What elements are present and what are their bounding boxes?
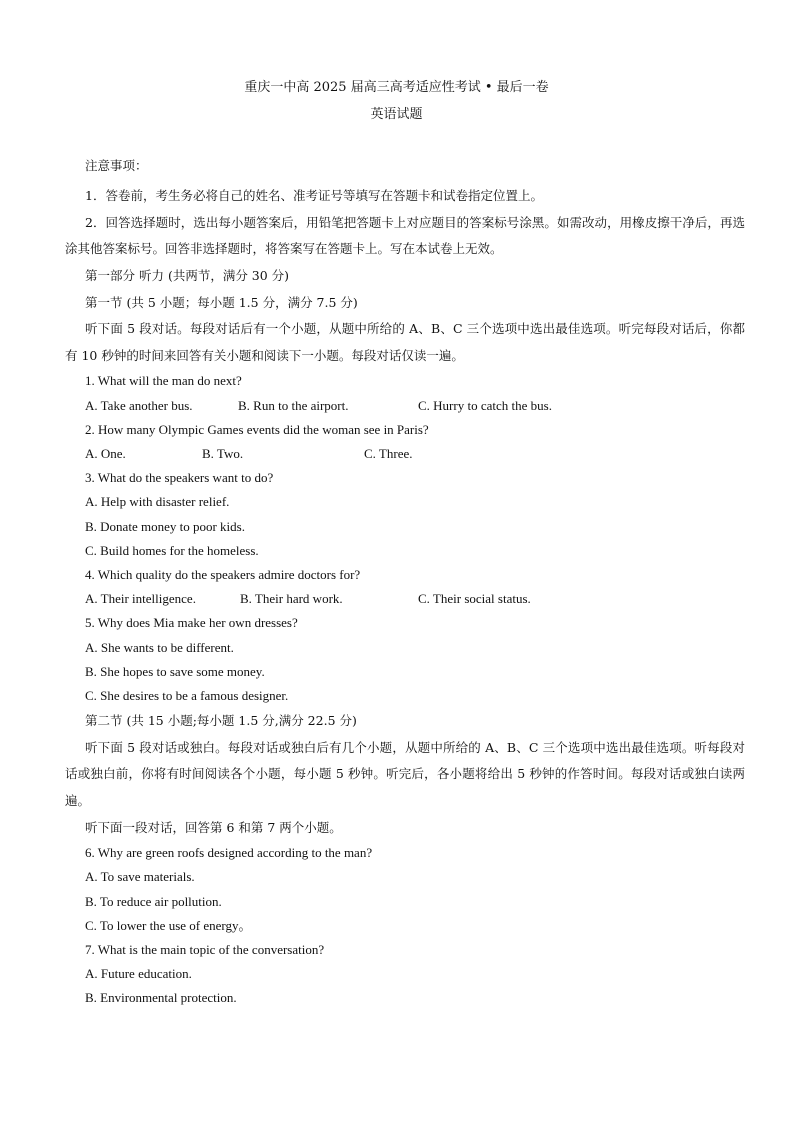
option-6a: A. To save materials.	[85, 869, 195, 885]
option-3a: A. Help with disaster relief.	[85, 494, 230, 510]
question-3: 3. What do the speakers want to do?	[85, 470, 274, 486]
option-5a: A. She wants to be different.	[85, 639, 234, 655]
option-7a: A. Future education.	[85, 966, 192, 982]
notice-heading: 注意事项：	[85, 158, 148, 173]
option-1b: B. Run to the airport.	[238, 397, 349, 413]
question-5: 5. Why does Mia make her own dresses?	[85, 615, 298, 631]
question-4: 4. Which quality do the speakers admire doctors for?	[85, 566, 361, 582]
option-4a: A. Their intelligence.	[85, 591, 196, 607]
option-6b: B. To reduce air pollution.	[85, 893, 222, 909]
options-4	[65, 587, 745, 611]
option-1a: A. Take another bus.	[85, 397, 193, 413]
options-2	[65, 442, 745, 466]
dialog-intro: 听下面一段对话，回答第 6 和第 7 两个小题。	[85, 819, 342, 835]
part1-heading: 第一部分 听力 (共两节，满分 30 分)	[85, 267, 290, 283]
option-2c: C. Three.	[364, 445, 413, 461]
notice-item-1: 1．答卷前，考生务必将自己的姓名、准考证号等填写在答题卡和试卷指定位置上。	[85, 188, 543, 204]
question-6: 6. Why are green roofs designed according to the man?	[85, 845, 373, 861]
option-2b: B. Two.	[202, 445, 244, 461]
option-7b: B. Environmental protection.	[85, 990, 237, 1006]
section2-instruction: 听下面 5 段对话或独白。每段对话或独白后有几个小题，从题中所给的 A、B、C 三个选项中选出最佳选项。听每段对话或独白前，你将有时间阅读各个小题，每小题 5 秒钟。听完后，各小题将给出 5 秒钟的作答时间。每段对话或独白读两遍。	[65, 739, 745, 808]
notice-item-2: 2．回答选择题时，选出每小题答案后，用铅笔把答题卡上对应题目的答案标号涂黑。如需改动，用橡皮擦干净后，再选涂其他答案标号。回答非选择题时，将答案写在答题卡上。写在本试卷上无效。	[65, 214, 745, 257]
option-6c: C. To lower the use of energy。	[85, 917, 252, 933]
question-7: 7. What is the main topic of the conversation?	[85, 941, 325, 957]
option-4c: C. Their social status.	[418, 591, 531, 607]
section1-heading: 第一节 (共 5 小题；每小题 1.5 分，满分 7.5 分)	[85, 294, 358, 310]
question-1: 1. What will the man do next?	[85, 373, 242, 389]
option-2a: A. One.	[85, 445, 126, 461]
option-3b: B. Donate money to poor kids.	[85, 518, 245, 534]
exam-subtitle: 英语试题	[370, 107, 423, 122]
exam-content	[65, 154, 745, 1011]
section2-heading: 第二节 (共 15 小题;每小题 1.5 分,满分 22.5 分)	[85, 713, 357, 729]
exam-title: 重庆一中高 2025 届高三高考适应性考试 • 最后一卷	[244, 80, 549, 95]
question-2: 2. How many Olympic Games events did the woman see in Paris?	[85, 421, 429, 437]
option-5c: C. She desires to be a famous designer.	[85, 688, 289, 703]
option-1c: C. Hurry to catch the bus.	[418, 397, 552, 413]
options-1	[65, 394, 745, 418]
section1-instruction: 听下面 5 段对话。每段对话后有一个小题，从题中所给的 A、B、C 三个选项中选出最佳选项。听完每段对话后，你都有 10 秒钟的时间来回答有关小题和阅读下一小题。每段对话仅读一遍。	[65, 321, 745, 363]
option-3c: C. Build homes for the homeless.	[85, 542, 259, 558]
option-5b: B. She hopes to save some money.	[85, 663, 265, 679]
option-4b: B. Their hard work.	[240, 591, 343, 607]
